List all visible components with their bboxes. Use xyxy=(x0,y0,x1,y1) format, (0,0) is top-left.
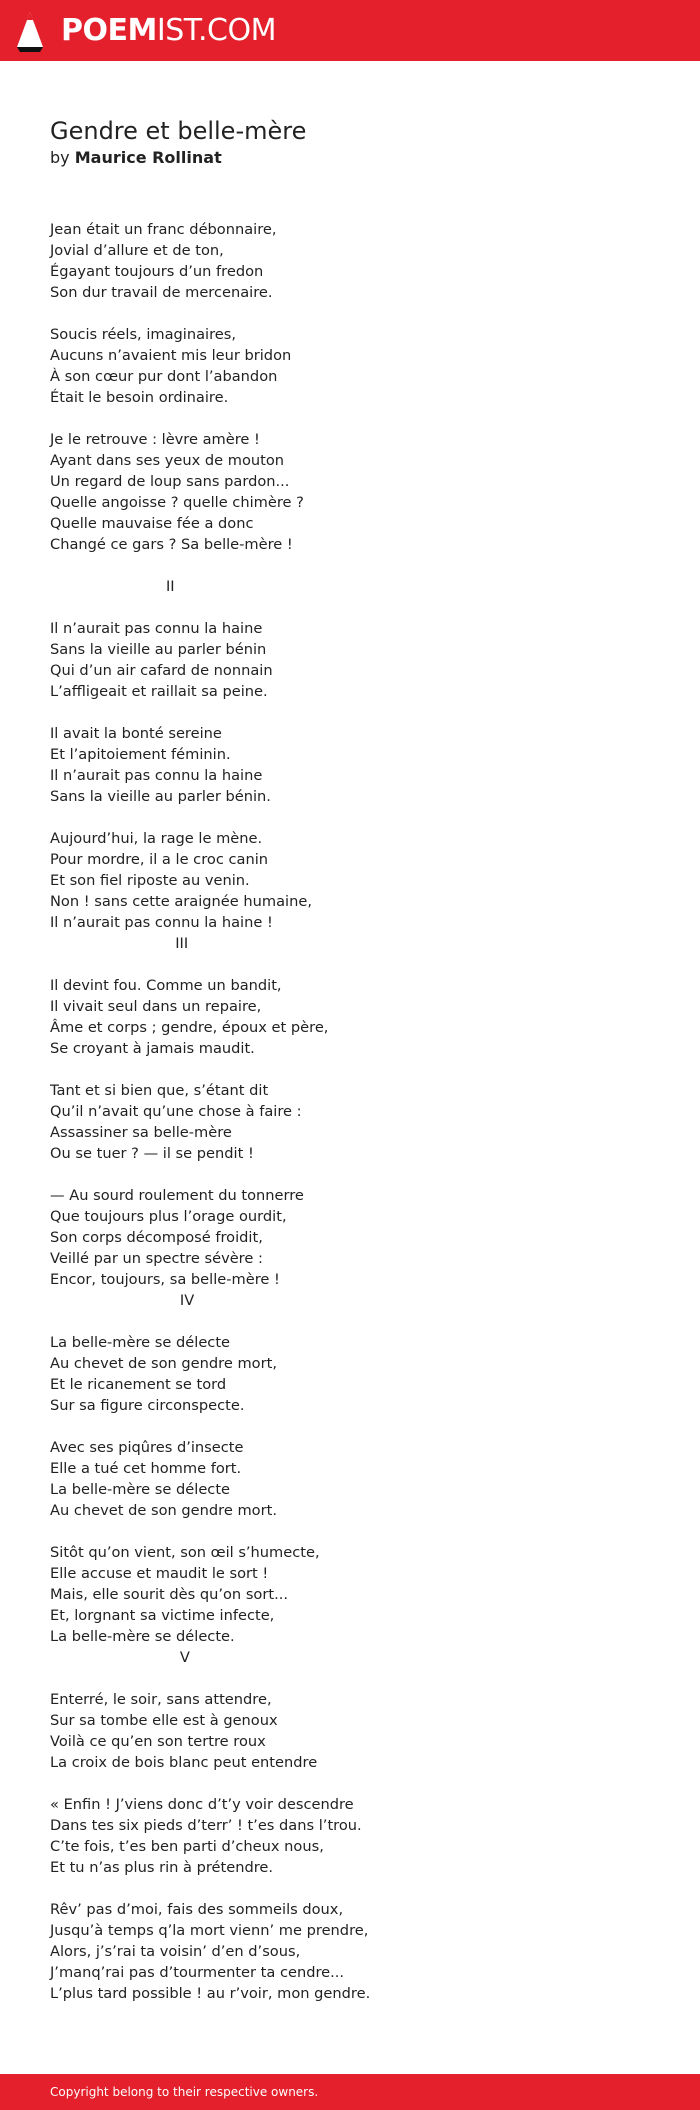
poem-title: Gendre et belle-mère xyxy=(50,117,307,145)
poem-author: Maurice Rollinat xyxy=(74,148,222,167)
site-logo-link[interactable] xyxy=(61,11,276,51)
footer-copyright: Copyright belong to their respective owners. xyxy=(50,2085,319,2099)
logo-bold-text: POEM xyxy=(61,13,157,48)
by-label: by xyxy=(50,148,70,167)
site-header xyxy=(0,0,700,61)
logo-thin-text: IST.COM xyxy=(156,13,276,48)
pencil-tip-icon xyxy=(16,11,44,53)
site-footer xyxy=(0,2074,700,2110)
poem-byline xyxy=(50,148,222,168)
poem-text: Jean était un franc débonnaire, Jovial d’allure et de ton, Égayant toujours d’un fredon Son dur travail de mercenaire. Soucis réels, imaginaires, Aucuns n’avaient mis leur bridon À son cœur pur dont l’abandon Était le besoin ordinaire. Je le retrouve : lèvre amère ! Ayant dans ses yeux de mouton Un regard de loup sans pardon... Quelle angoisse ? quelle chimère ? Quelle mauvaise fée a donc Changé ce gars ? Sa belle-mère ! II Il n’aurait pas connu la haine Sans la vieille au parler bénin Qui d’un air cafard de nonnain L’affligeait et raillait sa peine. Il avait la bonté sereine Et l’apitoiement féminin. Il n’aurait pas connu la haine Sans la vieille au parler bénin. Aujourd’hui, la rage le mène. Pour mordre, il a le croc canin Et son fiel riposte au venin. Non ! sans cette araignée humaine, Il n’aurait pas connu la haine ! III Il devint fou. Comme un bandit, Il vivait seul dans un repaire, Âme et corps ; gendre, époux et père, Se croyant à jamais maudit. Tant et si bien que, s’étant dit Qu’il n’avait qu’une chose à faire : Assassiner sa belle-mère Ou se tuer ? — il se pendit ! — Au sourd roulement du tonnerre Que toujours plus l’orage ourdit, Son corps décomposé froidit, Veillé par un spectre sévère : Encor, toujours, sa belle-mère ! IV La belle-mère se délecte Au chevet de son gendre mort, Et le ricanement se tord Sur sa figure circonspecte. Avec ses piqûres d’insecte Elle a tué cet homme fort. La belle-mère se délecte Au chevet de son gendre mort. Sitôt qu’on vient, son œil s’humecte, Elle accuse et maudit le sort ! Mais, elle sourit dès qu’on sort... Et, lorgnant sa victime infecte, La belle-mère se délecte. V Enterré, le soir, sans attendre, Sur sa tombe elle est à genoux Voilà ce qu’en son tertre roux La croix de bois blanc peut entendre « Enfin ! J’viens donc d’t’y voir descendre Dans tes six pieds d’terr’ ! t’es dans l’trou. C’te fois, t’es ben parti d’cheux nous, Et tu n’as plus rin à prétendre. Rêv’ pas d’moi, fais des sommeils doux, Jusqu’à temps q’la mort vienn’ me prendre, Alors, j’s’rai ta voisin’ d’en d’sous, J’manq’rai pas d’tourmenter ta cendre... L’plus tard possible ! au r’voir, mon gendre. xyxy=(50,221,371,2002)
